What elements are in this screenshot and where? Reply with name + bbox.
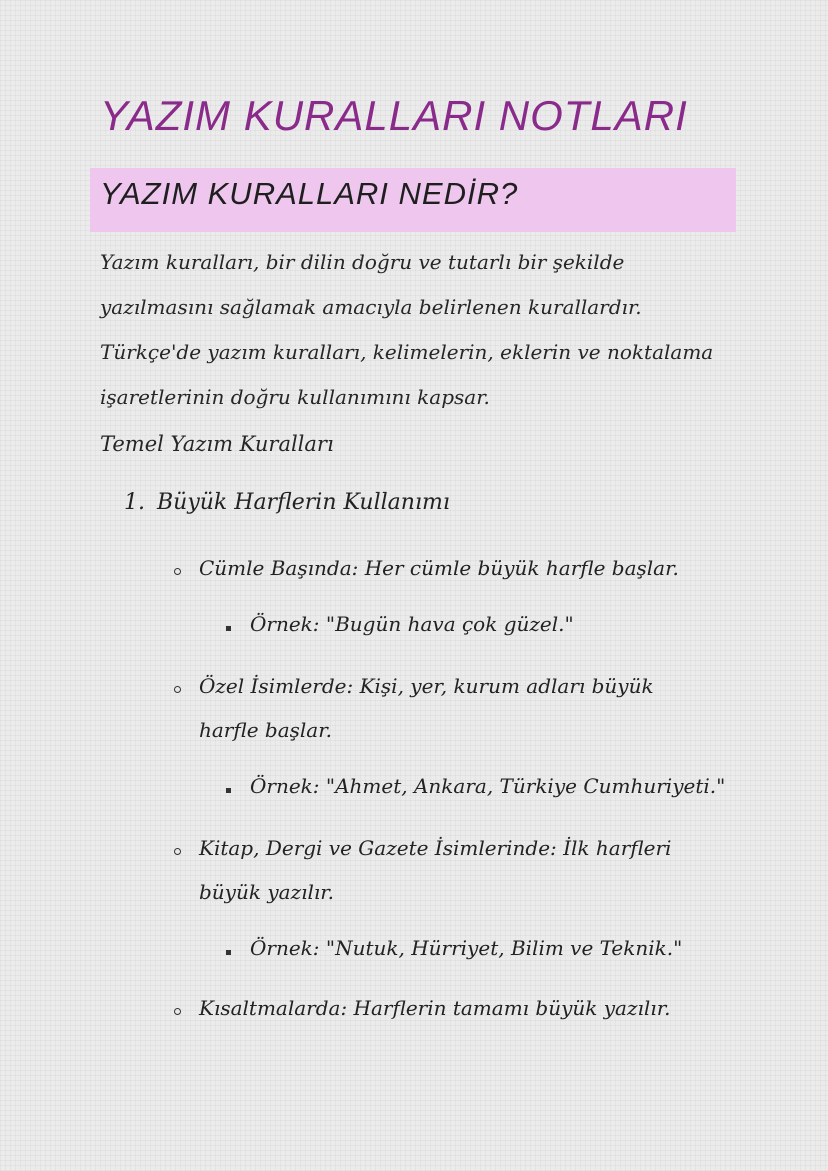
numbered-item-label: Büyük Harflerin Kullanımı xyxy=(157,490,450,515)
example-text: Örnek: "Bugün hava çok güzel." xyxy=(250,612,574,636)
sub-heading: Temel Yazım Kuralları xyxy=(100,432,334,456)
list-item xyxy=(174,826,719,914)
example-item xyxy=(226,612,574,636)
example-item xyxy=(226,774,725,798)
intro-paragraph: Yazım kuralları, bir dilin doğru ve tutarlı bir şekilde yazılmasını sağlamak amacıyla belirlenen kurallardır. Türkçe'de yazım kuralları, kelimelerin, eklerin ve noktalama işaretlerinin doğru kullanımını kapsar. xyxy=(100,250,714,409)
example-text: Örnek: "Nutuk, Hürriyet, Bilim ve Teknik." xyxy=(250,936,683,960)
numbered-item xyxy=(124,490,450,515)
example-item xyxy=(226,936,682,960)
circle-bullet-icon xyxy=(174,1008,181,1015)
list-item-text: Cümle Başında: Her cümle büyük harfle başlar. xyxy=(199,556,679,580)
section-heading: YAZIM KURALLARI NEDİR? xyxy=(100,176,519,211)
circle-bullet-icon xyxy=(174,568,181,575)
list-item-text: Kitap, Dergi ve Gazete İsimlerinde: İlk harfleri büyük yazılır. xyxy=(199,836,672,904)
square-bullet-icon xyxy=(226,788,231,793)
list-item xyxy=(174,546,719,590)
square-bullet-icon xyxy=(226,626,231,631)
list-item-text: Özel İsimlerde: Kişi, yer, kurum adları büyük harfle başlar. xyxy=(199,674,654,742)
circle-bullet-icon xyxy=(174,848,181,855)
square-bullet-icon xyxy=(226,950,231,955)
list-item xyxy=(174,986,719,1030)
page-title: YAZIM KURALLARI NOTLARI xyxy=(100,92,688,139)
list-item-text: Kısaltmalarda: Harflerin tamamı büyük yazılır. xyxy=(199,996,671,1020)
list-item xyxy=(174,664,719,752)
example-text: Örnek: "Ahmet, Ankara, Türkiye Cumhuriyeti." xyxy=(250,774,726,798)
circle-bullet-icon xyxy=(174,686,181,693)
list-number: 1. xyxy=(124,490,145,515)
